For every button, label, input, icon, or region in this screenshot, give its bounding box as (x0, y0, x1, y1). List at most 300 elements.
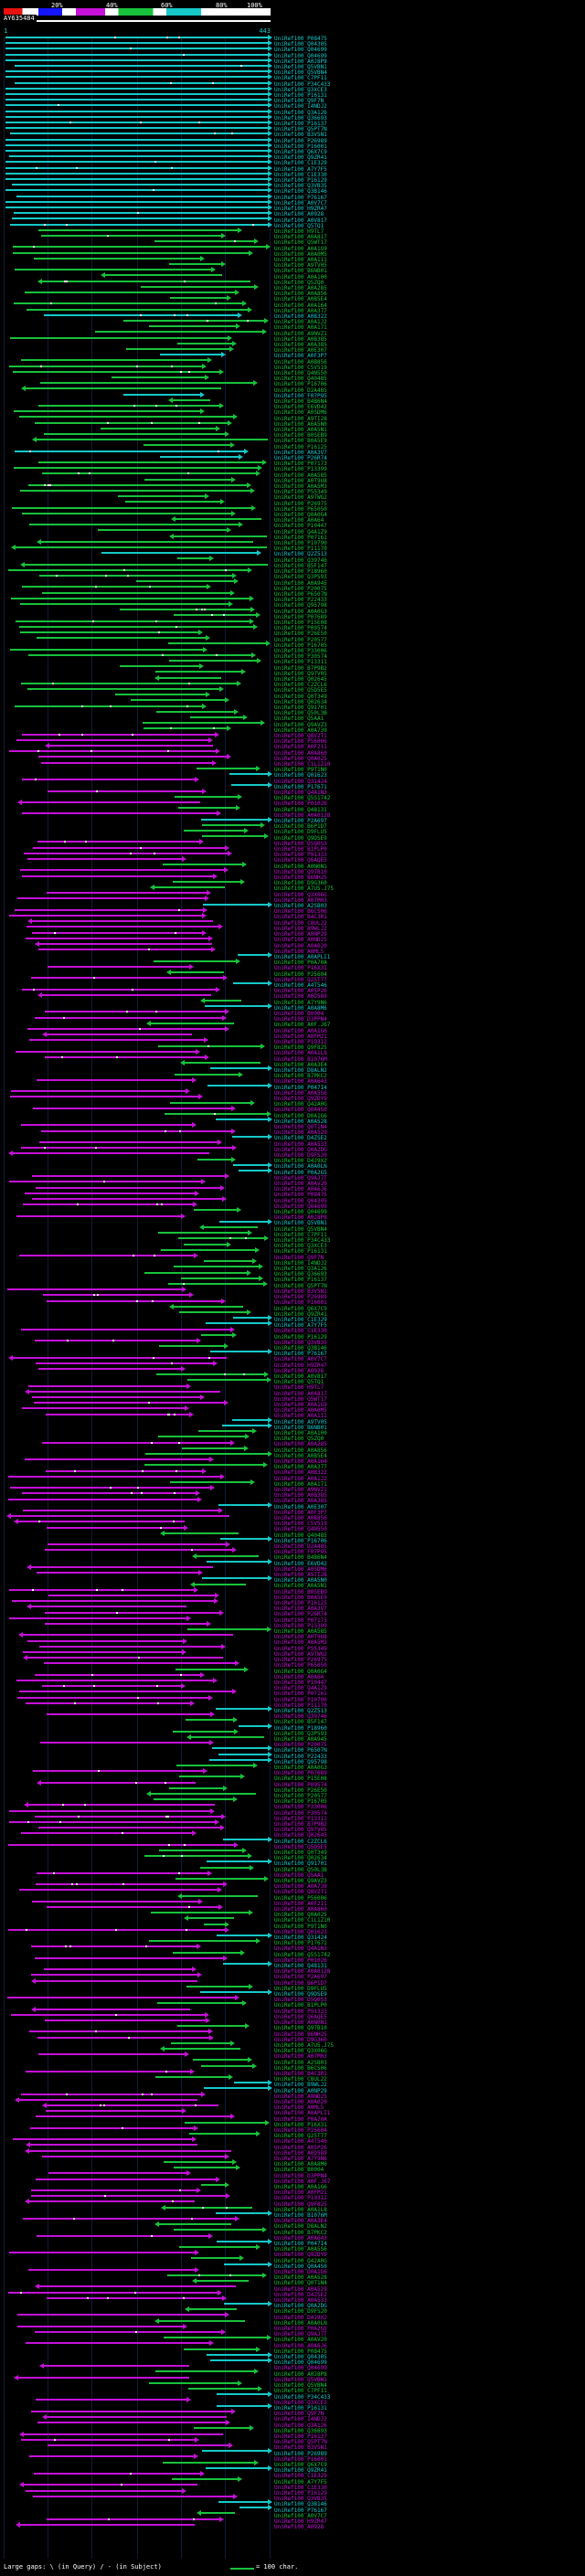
subject-id-label[interactable]: UniRef100_A0A8M6 (274, 2161, 327, 2168)
subject-id-label[interactable]: UniRef100_D3PPN4 (274, 1016, 327, 1023)
hsp-bar[interactable] (29, 2455, 195, 2457)
subject-id-label[interactable]: UniRef100_A0APLI1 (274, 953, 331, 960)
subject-id-label[interactable]: UniRef100_A0A529 (274, 2285, 327, 2293)
hsp-bar[interactable] (158, 1436, 246, 1437)
subject-id-label[interactable]: UniRef100_A0A643 (274, 2234, 327, 2242)
subject-id-label[interactable]: UniRef100_P33006 (274, 647, 327, 654)
hsp-bar[interactable] (41, 994, 211, 996)
hsp-bar[interactable] (239, 1725, 269, 1727)
hsp-bar[interactable] (8, 1929, 225, 1931)
subject-id-label[interactable]: UniRef100_C2ZCL6 (274, 682, 327, 689)
subject-id-label[interactable]: UniRef100_Q40485 (274, 376, 327, 383)
subject-id-label[interactable]: UniRef100_P26989 (274, 1294, 327, 1301)
hsp-bar[interactable] (37, 841, 200, 843)
subject-id-label[interactable]: UniRef100_E6VD42 (274, 404, 327, 411)
hsp-bar[interactable] (5, 207, 269, 208)
hsp-bar[interactable] (45, 2019, 207, 2021)
hsp-bar[interactable] (177, 343, 233, 345)
subject-id-label[interactable]: UniRef100_A0ML5 (274, 2104, 324, 2112)
subject-id-label[interactable]: UniRef100_A0AV20 (274, 1181, 327, 1188)
subject-id-label[interactable]: UniRef100_A0A164 (274, 302, 327, 309)
subject-id-label[interactable]: UniRef100_P13399 (274, 1622, 327, 1629)
subject-id-label[interactable]: UniRef100_P01026 (274, 800, 327, 808)
subject-id-label[interactable]: UniRef100_Q8V2T1 (274, 732, 327, 739)
hsp-bar[interactable] (8, 2292, 218, 2294)
subject-id-label[interactable]: UniRef100_Q6X7C9 (274, 1305, 327, 1312)
hsp-bar[interactable] (156, 711, 236, 713)
hsp-bar[interactable] (19, 1691, 234, 1692)
subject-id-label[interactable]: UniRef100_B1PLP0 (274, 2002, 327, 2009)
hsp-bar[interactable] (155, 2370, 255, 2372)
subject-id-label[interactable]: UniRef100_Q6X7C9 (274, 2461, 327, 2468)
subject-id-label[interactable]: UniRef100_P09574 (274, 625, 327, 632)
hsp-bar[interactable] (233, 982, 269, 984)
subject-id-label[interactable]: UniRef100_D0A1G6 (274, 2269, 327, 2276)
hsp-bar[interactable] (217, 2405, 269, 2407)
subject-id-label[interactable]: UniRef100_P0A70A (274, 2115, 327, 2123)
subject-id-label[interactable]: UniRef100_P047I4 (274, 2241, 327, 2248)
hsp-bar[interactable] (7, 1997, 236, 1998)
hsp-bar[interactable] (17, 897, 206, 899)
subject-id-label[interactable]: UniRef100_P16129 (274, 1333, 327, 1341)
subject-id-label[interactable]: UniRef100_Q48131 (274, 1963, 327, 1970)
hsp-bar[interactable] (189, 2133, 257, 2135)
hsp-bar[interactable] (196, 2280, 248, 2282)
hsp-bar[interactable] (9, 1589, 195, 1591)
subject-id-label[interactable]: UniRef100_P55349 (274, 1645, 327, 1652)
subject-id-label[interactable]: UniRef100_P07173 (274, 1617, 327, 1624)
hsp-bar[interactable] (19, 1889, 218, 1891)
subject-id-label[interactable]: UniRef100_Q3VB35 (274, 183, 327, 190)
hsp-bar[interactable] (23, 2218, 236, 2220)
subject-id-label[interactable]: UniRef100_B5F147 (274, 562, 327, 569)
hsp-bar[interactable] (205, 1005, 269, 1007)
subject-id-label[interactable]: UniRef100_A0A1G9 (274, 245, 327, 252)
hsp-bar[interactable] (158, 1045, 261, 1047)
subject-id-label[interactable]: UniRef100_A0A164 (274, 1458, 327, 1465)
hsp-bar[interactable] (25, 292, 236, 293)
hsp-bar[interactable] (172, 399, 210, 401)
hsp-bar[interactable] (171, 2042, 231, 2044)
subject-id-label[interactable]: UniRef100_A0B385 (274, 335, 327, 343)
hsp-bar[interactable] (28, 2269, 197, 2271)
hsp-bar[interactable] (149, 2382, 238, 2384)
subject-id-label[interactable]: UniRef100_Q9F825 (274, 1044, 327, 1052)
hsp-bar[interactable] (10, 1487, 211, 1489)
hsp-bar[interactable] (31, 1945, 197, 1947)
subject-id-label[interactable]: UniRef100_P19312 (274, 1038, 327, 1045)
hsp-bar[interactable] (5, 93, 269, 95)
hsp-bar[interactable] (16, 1051, 197, 1053)
subject-id-label[interactable]: UniRef100_Q3A126 (274, 2422, 327, 2429)
subject-id-label[interactable]: UniRef100_H9ZR47 (274, 206, 327, 213)
subject-id-label[interactable]: UniRef100_Q0A4S0 (274, 2263, 327, 2270)
subject-id-label[interactable]: UniRef100_B3V5N1 (274, 2444, 327, 2452)
subject-id-label[interactable]: UniRef100_A0NP29 (274, 931, 327, 938)
subject-id-label[interactable]: UniRef100_A05P26 (274, 2144, 327, 2151)
subject-id-label[interactable]: UniRef100_A0A5M3 (274, 1639, 327, 1647)
subject-id-label[interactable]: UniRef100_P2A697 (274, 818, 327, 825)
subject-id-label[interactable]: UniRef100_D9FLU5 (274, 1985, 327, 1992)
hsp-bar[interactable] (36, 2178, 217, 2180)
hsp-bar[interactable] (36, 1883, 224, 1885)
hsp-bar[interactable] (5, 70, 269, 72)
subject-id-label[interactable]: UniRef100_A0E307 (274, 347, 327, 355)
hsp-bar[interactable] (29, 2144, 197, 2146)
subject-id-label[interactable]: UniRef100_A0A1J2 (274, 319, 327, 326)
hsp-bar[interactable] (5, 150, 269, 152)
subject-id-label[interactable]: UniRef100_A0J8P8 (274, 1214, 327, 1222)
subject-id-label[interactable]: UniRef100_B1076M (274, 1055, 327, 1063)
subject-id-label[interactable]: UniRef100_A0A643 (274, 1078, 327, 1086)
hsp-bar[interactable] (233, 1317, 269, 1319)
hsp-bar[interactable] (217, 2241, 269, 2242)
hsp-bar[interactable] (160, 354, 223, 355)
subject-id-label[interactable]: UniRef100_B6NH25 (274, 875, 327, 882)
subject-id-label[interactable]: UniRef100_P16001 (274, 2455, 327, 2463)
subject-id-label[interactable]: UniRef100_P16705 (274, 1798, 327, 1806)
subject-id-label[interactable]: UniRef100_P10790 (274, 1696, 327, 1703)
subject-id-label[interactable]: UniRef100_P26975 (274, 500, 327, 507)
hsp-bar[interactable] (7, 1288, 182, 1290)
hsp-bar[interactable] (20, 869, 224, 871)
subject-id-label[interactable]: UniRef100_Q5AA1 (274, 1871, 324, 1879)
hsp-bar[interactable] (238, 954, 269, 956)
subject-id-label[interactable]: UniRef100_Q40485 (274, 1532, 327, 1539)
subject-id-label[interactable]: UniRef100_P13311 (274, 1815, 327, 1822)
subject-id-label[interactable]: UniRef100_Q31424 (274, 1935, 327, 1942)
subject-id-label[interactable]: UniRef100_A7Y9N6 (274, 2155, 327, 2162)
subject-id-label[interactable]: UniRef100_Q5S1742 (274, 795, 331, 802)
subject-id-label[interactable]: UniRef100_P16137 (274, 121, 327, 128)
hsp-bar[interactable] (37, 1572, 199, 1574)
subject-id-label[interactable]: UniRef100_P0A2G5 (274, 2326, 327, 2333)
subject-id-label[interactable]: UniRef100_Q6X7C9 (274, 149, 327, 156)
hsp-bar[interactable] (218, 1754, 269, 1755)
hsp-bar[interactable] (232, 1419, 269, 1421)
hsp-bar[interactable] (14, 467, 259, 469)
subject-id-label[interactable]: UniRef100_A0J8P8 (274, 2370, 327, 2378)
subject-id-label[interactable]: UniRef100_Q36693 (274, 114, 327, 122)
subject-id-label[interactable]: UniRef100_P65050 (274, 505, 327, 513)
hsp-bar[interactable] (29, 2030, 209, 2032)
subject-id-label[interactable]: UniRef100_A07M03 (274, 2053, 327, 2061)
subject-id-label[interactable]: UniRef100_Q0A4S0 (274, 1107, 327, 1114)
hsp-bar[interactable] (178, 807, 238, 809)
subject-id-label[interactable]: UniRef100_A0A285 (274, 1441, 327, 1448)
subject-id-label[interactable]: UniRef100_P26E50 (274, 631, 327, 638)
hsp-bar[interactable] (44, 1662, 236, 1664)
subject-id-label[interactable]: UniRef100_A0A3E4 (274, 1061, 327, 1068)
subject-id-label[interactable]: UniRef100_P26989 (274, 137, 327, 144)
subject-id-label[interactable]: UniRef100_Q4A1N3 (274, 1945, 327, 1953)
subject-id-label[interactable]: UniRef100_B7P9B2 (274, 664, 327, 672)
subject-id-label[interactable]: UniRef100_Q3B146 (274, 188, 327, 196)
subject-id-label[interactable]: UniRef100_Q5VBN4 (274, 1225, 327, 1233)
subject-id-label[interactable]: UniRef100_Q01623 (274, 1928, 327, 1935)
hsp-bar[interactable] (216, 2212, 269, 2214)
subject-id-label[interactable]: UniRef100_A0SDM6 (274, 1565, 327, 1573)
subject-id-label[interactable]: UniRef100_P20577 (274, 1792, 327, 1799)
subject-id-label[interactable]: UniRef100_Q0A0G4 (274, 512, 327, 519)
hsp-bar[interactable] (28, 2150, 231, 2152)
subject-id-label[interactable]: UniRef100_Q97B10 (274, 868, 327, 875)
hsp-bar[interactable] (39, 575, 233, 577)
hsp-bar[interactable] (47, 1300, 222, 1302)
subject-id-label[interactable]: UniRef100_Q36693 (274, 1271, 327, 1278)
hsp-bar[interactable] (207, 2354, 269, 2356)
subject-id-label[interactable]: UniRef100_P56006 (274, 738, 327, 746)
subject-id-label[interactable]: UniRef100_P16125 (274, 1600, 327, 1607)
subject-id-label[interactable]: UniRef100_P08475 (274, 1192, 327, 1199)
hsp-bar[interactable] (5, 116, 269, 118)
hsp-bar[interactable] (202, 1577, 269, 1579)
subject-id-label[interactable]: UniRef100_Q6AQE5 (274, 857, 327, 864)
hsp-bar[interactable] (45, 1612, 221, 1614)
subject-id-label[interactable]: UniRef100_B7PKC2 (274, 2229, 327, 2236)
hsp-bar[interactable] (22, 1634, 233, 1636)
subject-id-label[interactable]: UniRef100_A2SB03 (274, 2059, 327, 2066)
hsp-bar[interactable] (210, 1351, 269, 1352)
subject-id-label[interactable]: UniRef100_A7Y7F5 (274, 2478, 327, 2486)
subject-id-label[interactable]: UniRef100_P13311 (274, 659, 327, 666)
subject-id-label[interactable]: UniRef100_A0A385 (274, 1498, 327, 1505)
subject-id-label[interactable]: UniRef100_A0A528 (274, 1118, 327, 1125)
hsp-bar[interactable] (31, 2411, 232, 2412)
hsp-bar[interactable] (20, 631, 199, 633)
hsp-bar[interactable] (27, 688, 220, 690)
subject-id-label[interactable]: UniRef100_Q04305 (274, 1197, 327, 1204)
hsp-bar[interactable] (11, 598, 250, 599)
subject-id-label[interactable]: UniRef100_A0V817 (274, 217, 327, 224)
subject-id-label[interactable]: UniRef100_Q0T1N4 (274, 1124, 327, 1130)
hsp-bar[interactable] (14, 212, 269, 214)
hsp-bar[interactable] (175, 796, 238, 798)
subject-id-label[interactable]: UniRef100_P16125 (274, 443, 327, 451)
hsp-bar[interactable] (233, 1164, 269, 1166)
hsp-bar[interactable] (200, 1991, 269, 1993)
hsp-bar[interactable] (126, 348, 231, 350)
subject-id-label[interactable]: UniRef100_P9T1N0 (274, 767, 327, 774)
hsp-bar[interactable] (33, 2496, 233, 2497)
subject-id-label[interactable]: UniRef100_P17671 (274, 1940, 327, 1947)
subject-id-label[interactable]: UniRef100_P09574 (274, 1781, 327, 1788)
hsp-bar[interactable] (21, 1147, 234, 1149)
hsp-bar[interactable] (194, 1209, 238, 1211)
subject-id-label[interactable]: UniRef100_Q5PT7N (274, 2439, 327, 2446)
hsp-bar[interactable] (47, 1906, 219, 1908)
subject-id-label[interactable]: UniRef100_Q0T349 (274, 1850, 327, 1856)
subject-id-label[interactable]: UniRef100_A0AV20 (274, 2337, 327, 2344)
subject-id-label[interactable]: UniRef100_Q5ZQ0 (274, 279, 324, 286)
subject-id-label[interactable]: UniRef100_Q5VBN1 (274, 2376, 327, 2383)
subject-id-label[interactable]: UniRef100_D2A485 (274, 387, 327, 394)
hsp-bar[interactable] (203, 904, 269, 906)
hsp-bar[interactable] (200, 2512, 236, 2514)
hsp-bar[interactable] (9, 1617, 188, 1619)
subject-id-label[interactable]: UniRef100_Q3VB35 (274, 2496, 327, 2503)
subject-id-label[interactable]: UniRef100_Q5VBN1 (274, 1220, 327, 1227)
hsp-bar[interactable] (5, 111, 269, 112)
subject-id-label[interactable]: UniRef100_H9TL7 (274, 228, 324, 235)
hsp-bar[interactable] (28, 654, 252, 656)
hsp-bar[interactable] (31, 977, 223, 979)
subject-id-label[interactable]: UniRef100_P07689 (274, 1770, 327, 1777)
hsp-bar[interactable] (16, 739, 209, 741)
hsp-bar[interactable] (18, 2099, 197, 2101)
hsp-bar[interactable] (17, 1697, 209, 1699)
hsp-bar[interactable] (21, 1832, 193, 1834)
subject-id-label[interactable]: UniRef100_P16131 (274, 2404, 327, 2412)
subject-id-label[interactable]: UniRef100_A0B322 (274, 313, 327, 320)
hsp-bar[interactable] (31, 1974, 198, 1976)
subject-id-label[interactable]: UniRef100_A0A585 (274, 1628, 327, 1636)
hsp-bar[interactable] (5, 178, 269, 180)
hsp-bar[interactable] (15, 705, 203, 707)
hsp-bar[interactable] (9, 1821, 216, 1823)
hsp-bar[interactable] (10, 133, 269, 134)
hsp-bar[interactable] (22, 779, 195, 780)
hsp-bar[interactable] (32, 1901, 199, 1903)
hsp-bar[interactable] (186, 1719, 234, 1721)
hsp-bar[interactable] (26, 1702, 192, 1704)
subject-id-label[interactable]: UniRef100_H9TL7 (274, 1384, 324, 1392)
hsp-bar[interactable] (123, 320, 265, 322)
subject-id-label[interactable]: UniRef100_Q9ZR41 (274, 1310, 327, 1318)
subject-id-label[interactable]: UniRef100_P33006 (274, 1804, 327, 1811)
hsp-bar[interactable] (42, 592, 231, 594)
subject-id-label[interactable]: UniRef100_P18960 (274, 568, 327, 576)
hsp-bar[interactable] (181, 1277, 260, 1279)
hsp-bar[interactable] (181, 1895, 257, 1897)
subject-id-label[interactable]: UniRef100_P34C433 (274, 1237, 331, 1245)
hsp-bar[interactable] (101, 428, 217, 429)
hsp-bar[interactable] (12, 184, 269, 186)
subject-id-label[interactable]: UniRef100_P07161 (274, 534, 327, 541)
hsp-bar[interactable] (38, 756, 228, 758)
hsp-bar[interactable] (174, 2229, 264, 2231)
subject-id-label[interactable]: UniRef100_Q36693 (274, 2427, 327, 2434)
subject-id-label[interactable]: UniRef100_B6P1D7 (274, 823, 327, 831)
subject-id-label[interactable]: UniRef100_A0N0N1 (274, 2019, 327, 2027)
hsp-bar[interactable] (32, 1175, 226, 1177)
subject-id-label[interactable]: UniRef100_Q95798 (274, 1758, 327, 1765)
subject-id-label[interactable]: UniRef100_Q95798 (274, 602, 327, 610)
subject-id-label[interactable]: UniRef100_A0A533 (274, 1140, 327, 1148)
hsp-bar[interactable] (14, 302, 243, 304)
subject-id-label[interactable]: UniRef100_P26R74 (274, 1611, 327, 1618)
subject-id-label[interactable]: UniRef100_A0T9U8 (274, 477, 327, 484)
hsp-bar[interactable] (27, 1028, 226, 1030)
subject-id-label[interactable]: UniRef100_P76167 (274, 1351, 327, 1358)
hsp-bar[interactable] (5, 173, 269, 175)
subject-id-label[interactable]: UniRef100_Q3P593 (274, 574, 327, 581)
subject-id-label[interactable]: UniRef100_P91333 (274, 2008, 327, 2015)
subject-id-label[interactable]: UniRef100_Q8V2T1 (274, 1889, 327, 1896)
hsp-bar[interactable] (218, 2501, 269, 2503)
hsp-bar[interactable] (201, 2184, 227, 2186)
subject-id-label[interactable]: UniRef100_Q3XCE3 (274, 86, 327, 93)
hsp-bar[interactable] (34, 258, 201, 260)
subject-id-label[interactable]: UniRef100_P08475 (274, 2348, 327, 2355)
hsp-bar[interactable] (47, 892, 207, 894)
subject-id-label[interactable]: UniRef100_C7PF11 (274, 2388, 327, 2395)
subject-id-label[interactable]: UniRef100_P16131 (274, 92, 327, 100)
hsp-bar[interactable] (216, 1118, 269, 1120)
hsp-bar[interactable] (160, 456, 239, 458)
hsp-bar[interactable] (21, 1124, 193, 1126)
hsp-bar[interactable] (16, 1215, 182, 1217)
subject-id-label[interactable]: UniRef100_Q3XCE3 (274, 1243, 327, 1250)
subject-id-label[interactable]: UniRef100_A0A0G3 (274, 608, 327, 615)
hsp-bar[interactable] (210, 1067, 269, 1069)
hsp-bar[interactable] (191, 2257, 240, 2259)
subject-id-label[interactable]: UniRef100_Q0A025 (274, 755, 327, 762)
subject-id-label[interactable]: UniRef100_B0SEB9 (274, 1588, 327, 1595)
hsp-bar[interactable] (118, 495, 206, 497)
hsp-bar[interactable] (45, 1623, 207, 1625)
subject-id-label[interactable]: UniRef100_Q9F825 (274, 2200, 327, 2208)
hsp-bar[interactable] (136, 580, 235, 582)
subject-id-label[interactable]: UniRef100_P16131 (274, 1248, 327, 1256)
hsp-bar[interactable] (13, 246, 267, 248)
hsp-bar[interactable] (158, 2320, 245, 2322)
hsp-bar[interactable] (33, 1770, 204, 1772)
hsp-bar[interactable] (202, 835, 265, 837)
hsp-bar[interactable] (40, 541, 253, 543)
hsp-bar[interactable] (157, 2002, 243, 2004)
hsp-bar[interactable] (17, 1521, 186, 1522)
subject-id-label[interactable]: UniRef100_A0ND25 (274, 937, 327, 944)
subject-id-label[interactable]: UniRef100_P047I4 (274, 1084, 327, 1091)
hsp-bar[interactable] (218, 1504, 269, 1506)
hsp-bar[interactable] (179, 2246, 258, 2248)
subject-id-label[interactable]: UniRef100_B7PKC2 (274, 1073, 327, 1080)
hsp-bar[interactable] (33, 1108, 232, 1109)
hsp-bar[interactable] (13, 252, 250, 254)
hsp-bar[interactable] (35, 422, 228, 424)
hsp-bar[interactable] (15, 269, 212, 270)
subject-id-label[interactable]: UniRef100_P07173 (274, 461, 327, 468)
hsp-bar[interactable] (35, 2009, 190, 2010)
hsp-bar[interactable] (159, 1850, 243, 1851)
subject-id-label[interactable]: UniRef100_A0FM21 (274, 2189, 327, 2197)
hsp-bar[interactable] (169, 1787, 224, 1789)
hsp-bar[interactable] (200, 1867, 250, 1869)
hsp-bar[interactable] (217, 2393, 269, 2395)
hsp-bar[interactable] (223, 1963, 269, 1965)
hsp-bar[interactable] (173, 535, 267, 537)
subject-id-label[interactable]: UniRef100_A0A100 (274, 1429, 327, 1436)
hsp-bar[interactable] (28, 1385, 187, 1387)
hsp-bar[interactable] (177, 2025, 245, 2027)
hsp-bar[interactable] (207, 1860, 269, 1862)
hsp-bar[interactable] (40, 1742, 210, 1744)
subject-id-label[interactable]: UniRef100_P19312 (274, 2195, 327, 2202)
hsp-bar[interactable] (15, 65, 269, 67)
hsp-bar[interactable] (10, 649, 203, 651)
hsp-bar[interactable] (175, 1074, 239, 1076)
hsp-bar[interactable] (144, 1272, 248, 1274)
subject-id-label[interactable]: UniRef100_B3V5N1 (274, 1288, 327, 1295)
subject-id-label[interactable]: UniRef100_B7P9B2 (274, 1820, 327, 1828)
hsp-bar[interactable] (165, 2207, 253, 2209)
subject-id-label[interactable]: UniRef100_P30574 (274, 653, 327, 661)
subject-id-label[interactable]: UniRef100_Q04699 (274, 52, 327, 59)
subject-id-label[interactable]: UniRef100_A0NP29 (274, 2087, 327, 2094)
hsp-bar[interactable] (21, 2094, 203, 2095)
subject-id-label[interactable]: UniRef100_A0T9U8 (274, 1634, 327, 1641)
